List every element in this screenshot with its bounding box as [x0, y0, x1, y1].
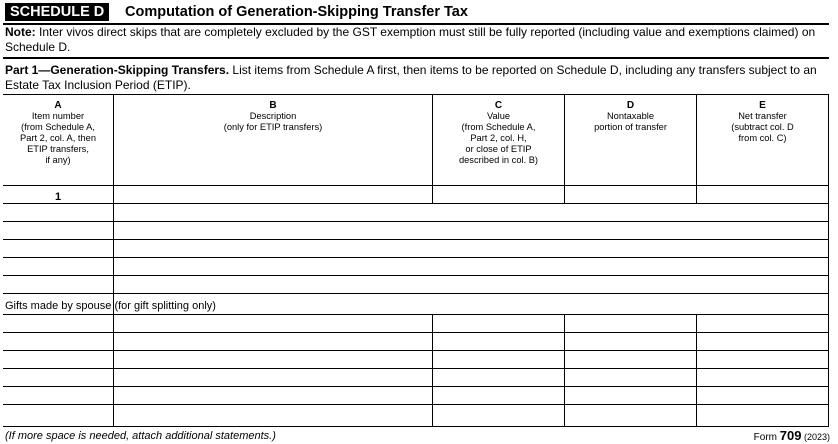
note-text	[5, 25, 831, 55]
form-number: 709	[779, 428, 802, 443]
note-body: Inter vivos direct skips that are completely excluded by the GST exemption must still be fully reported (including value and exemptions claimed) on Schedule D.	[5, 25, 816, 54]
row-line	[3, 332, 829, 333]
column-header-c	[433, 100, 564, 166]
form-year: (2023)	[801, 432, 830, 442]
row-line	[3, 221, 829, 222]
row-line	[3, 293, 829, 294]
column-header-d	[565, 100, 696, 133]
column-description: Description (only for ETIP transfers)	[223, 111, 323, 132]
row-line	[3, 314, 829, 315]
section-divider	[3, 57, 829, 59]
column-letter: A	[54, 100, 62, 111]
column-description: Item number (from Schedule A, Part 2, col. A, then ETIP transfers, if any)	[20, 111, 96, 165]
column-header-a	[3, 100, 113, 166]
row-line	[3, 275, 829, 276]
form-identifier	[754, 428, 830, 443]
column-divider	[828, 95, 829, 426]
row-line	[3, 257, 829, 258]
schedule-label: SCHEDULE D	[5, 3, 109, 21]
row-line	[3, 239, 829, 240]
schedule-header	[3, 2, 829, 25]
column-divider	[432, 314, 433, 426]
row-line	[3, 203, 829, 204]
gst-transfers-table	[3, 94, 829, 427]
row-line	[3, 386, 829, 387]
row-line	[3, 404, 829, 405]
column-letter: B	[269, 100, 277, 111]
column-description: Nontaxable portion of transfer	[594, 111, 667, 132]
column-divider	[113, 95, 114, 426]
schedule-title: Computation of Generation-Skipping Transfer Tax	[125, 4, 468, 20]
item-number: 1	[54, 191, 62, 203]
column-divider	[696, 314, 697, 426]
note-label: Note:	[5, 25, 36, 39]
column-description: Net transfer (subtract col. D from col. C)	[731, 111, 794, 143]
part1-body: List items from Schedule A first, then items to be reported on Schedule D, including any transfers subject to an Estate Tax Inclusion Period (ETIP).	[5, 63, 817, 92]
form-prefix: Form	[753, 432, 780, 443]
column-header-e	[697, 100, 828, 144]
part1-heading	[5, 63, 831, 93]
column-description: Value (from Schedule A, Part 2, col. H, or close of ETIP described in col. B)	[458, 111, 539, 165]
header-divider	[3, 185, 829, 186]
footer-note: (If more space is needed, attach additional statements.)	[5, 430, 276, 442]
column-letter: D	[626, 100, 635, 111]
column-header-b	[114, 100, 432, 133]
gifts-by-spouse-label: Gifts made by spouse (for gift splitting only)	[5, 300, 216, 312]
part1-label: Part 1—Generation-Skipping Transfers.	[5, 63, 230, 77]
row-line	[3, 368, 829, 369]
column-divider	[564, 314, 565, 426]
column-letter: C	[494, 100, 503, 111]
column-letter: E	[759, 100, 766, 111]
row-line	[3, 350, 829, 351]
